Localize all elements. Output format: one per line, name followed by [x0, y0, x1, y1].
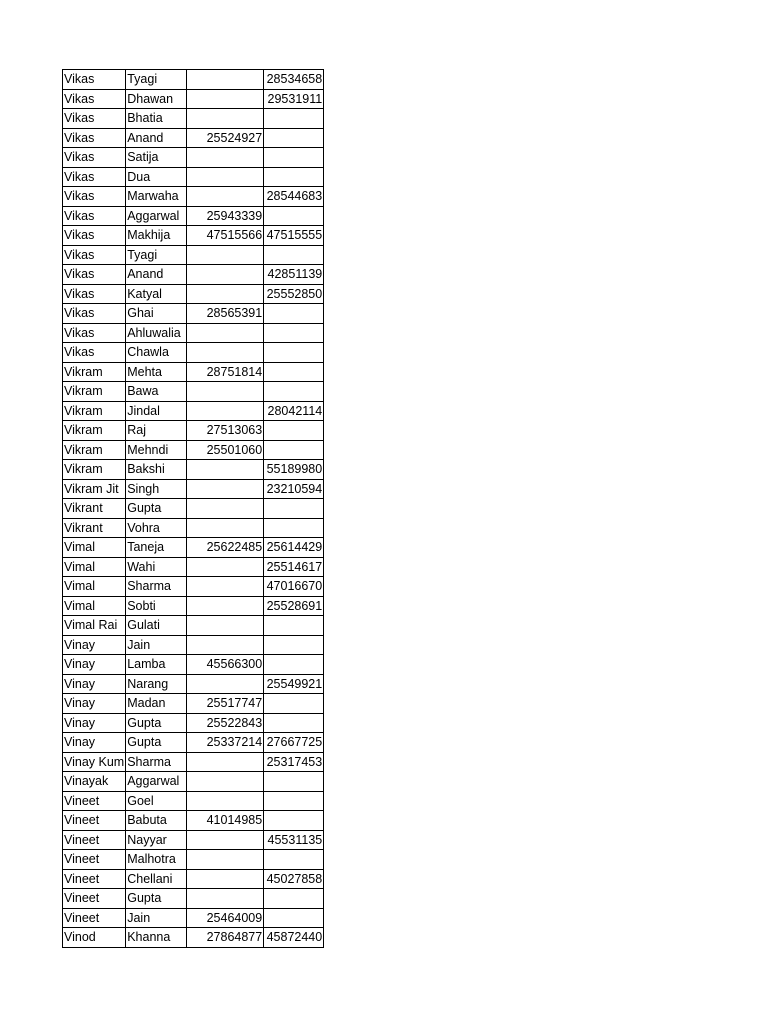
phone-1-cell — [187, 148, 264, 168]
last-name-cell: Chawla — [126, 343, 187, 363]
first-name-cell: Vikas — [63, 167, 126, 187]
last-name-cell: Katyal — [126, 284, 187, 304]
first-name-cell: Vinay — [63, 674, 126, 694]
phone-2-cell — [264, 128, 324, 148]
phone-1-cell — [187, 109, 264, 129]
table-row — [63, 187, 324, 207]
first-name-cell: Vikas — [63, 284, 126, 304]
first-name-cell: Vineet — [63, 850, 126, 870]
first-name-cell: Vinay — [63, 713, 126, 733]
phone-2-cell: 28042114 — [264, 401, 324, 421]
table-row — [63, 889, 324, 909]
last-name-cell: Taneja — [126, 538, 187, 558]
last-name-cell: Satija — [126, 148, 187, 168]
phone-2-cell — [264, 694, 324, 714]
table-row — [63, 499, 324, 519]
last-name-cell: Aggarwal — [126, 772, 187, 792]
phone-2-cell — [264, 616, 324, 636]
phone-1-cell: 25337214 — [187, 733, 264, 753]
table-row — [63, 401, 324, 421]
last-name-cell: Khanna — [126, 928, 187, 948]
table-row — [63, 772, 324, 792]
phone-1-cell: 27513063 — [187, 421, 264, 441]
table-row — [63, 791, 324, 811]
first-name-cell: Vikas — [63, 265, 126, 285]
phone-1-cell: 47515566 — [187, 226, 264, 246]
table-row — [63, 128, 324, 148]
phone-2-cell — [264, 499, 324, 519]
table-row — [63, 421, 324, 441]
phone-2-cell: 42851139 — [264, 265, 324, 285]
phone-1-cell — [187, 89, 264, 109]
first-name-cell: Vikram — [63, 382, 126, 402]
phone-2-cell — [264, 713, 324, 733]
first-name-cell: Vikas — [63, 187, 126, 207]
phone-1-cell — [187, 323, 264, 343]
last-name-cell: Aggarwal — [126, 206, 187, 226]
last-name-cell: Mehndi — [126, 440, 187, 460]
table-row — [63, 616, 324, 636]
table-row — [63, 265, 324, 285]
phone-2-cell: 55189980 — [264, 460, 324, 480]
last-name-cell: Babuta — [126, 811, 187, 831]
last-name-cell: Gulati — [126, 616, 187, 636]
first-name-cell: Vinay — [63, 694, 126, 714]
table-row — [63, 713, 324, 733]
phone-2-cell — [264, 148, 324, 168]
phone-2-cell: 45027858 — [264, 869, 324, 889]
table-row — [63, 362, 324, 382]
first-name-cell: Vikrant — [63, 499, 126, 519]
last-name-cell: Mehta — [126, 362, 187, 382]
first-name-cell: Vineet — [63, 889, 126, 909]
first-name-cell: Vikas — [63, 128, 126, 148]
table-row — [63, 596, 324, 616]
phone-1-cell — [187, 245, 264, 265]
last-name-cell: Bakshi — [126, 460, 187, 480]
last-name-cell: Sharma — [126, 752, 187, 772]
phone-1-cell — [187, 167, 264, 187]
phone-2-cell — [264, 850, 324, 870]
first-name-cell: Vinayak — [63, 772, 126, 792]
last-name-cell: Sharma — [126, 577, 187, 597]
phone-1-cell — [187, 674, 264, 694]
first-name-cell: Vikas — [63, 226, 126, 246]
first-name-cell: Vineet — [63, 791, 126, 811]
phone-1-cell: 28751814 — [187, 362, 264, 382]
last-name-cell: Tyagi — [126, 245, 187, 265]
first-name-cell: Vinay Kum — [63, 752, 126, 772]
first-name-cell: Vikas — [63, 304, 126, 324]
first-name-cell: Vineet — [63, 869, 126, 889]
table-row — [63, 460, 324, 480]
last-name-cell: Jindal — [126, 401, 187, 421]
last-name-cell: Marwaha — [126, 187, 187, 207]
last-name-cell: Chellani — [126, 869, 187, 889]
last-name-cell: Tyagi — [126, 70, 187, 90]
first-name-cell: Vikram — [63, 460, 126, 480]
first-name-cell: Vinay — [63, 733, 126, 753]
table-row — [63, 908, 324, 928]
first-name-cell: Vinay — [63, 635, 126, 655]
phone-2-cell: 23210594 — [264, 479, 324, 499]
table-row — [63, 811, 324, 831]
phone-2-cell — [264, 421, 324, 441]
first-name-cell: Vikram — [63, 440, 126, 460]
phone-1-cell — [187, 70, 264, 90]
phone-1-cell: 27864877 — [187, 928, 264, 948]
first-name-cell: Vimal — [63, 596, 126, 616]
phone-2-cell — [264, 889, 324, 909]
phone-2-cell — [264, 811, 324, 831]
last-name-cell: Dhawan — [126, 89, 187, 109]
last-name-cell: Ghai — [126, 304, 187, 324]
first-name-cell: Vikram — [63, 401, 126, 421]
phone-1-cell: 25464009 — [187, 908, 264, 928]
phone-2-cell: 27667725 — [264, 733, 324, 753]
phone-1-cell: 28565391 — [187, 304, 264, 324]
phone-1-cell: 25501060 — [187, 440, 264, 460]
last-name-cell: Bawa — [126, 382, 187, 402]
last-name-cell: Jain — [126, 908, 187, 928]
table-row — [63, 928, 324, 948]
phone-1-cell — [187, 850, 264, 870]
table-row — [63, 577, 324, 597]
last-name-cell: Anand — [126, 265, 187, 285]
last-name-cell: Gupta — [126, 713, 187, 733]
table-row — [63, 830, 324, 850]
phone-2-cell — [264, 382, 324, 402]
first-name-cell: Vinod — [63, 928, 126, 948]
table-row — [63, 733, 324, 753]
phone-2-cell: 25514617 — [264, 557, 324, 577]
phone-1-cell — [187, 752, 264, 772]
last-name-cell: Malhotra — [126, 850, 187, 870]
phone-1-cell: 45566300 — [187, 655, 264, 675]
last-name-cell: Gupta — [126, 889, 187, 909]
phone-2-cell: 25317453 — [264, 752, 324, 772]
table-row — [63, 674, 324, 694]
last-name-cell: Wahi — [126, 557, 187, 577]
first-name-cell: Vikas — [63, 245, 126, 265]
table-row — [63, 850, 324, 870]
phone-1-cell: 25522843 — [187, 713, 264, 733]
phone-1-cell: 25517747 — [187, 694, 264, 714]
phone-2-cell — [264, 908, 324, 928]
last-name-cell: Sobti — [126, 596, 187, 616]
table-row — [63, 304, 324, 324]
table-row — [63, 635, 324, 655]
phone-2-cell — [264, 791, 324, 811]
first-name-cell: Vineet — [63, 811, 126, 831]
first-name-cell: Vikas — [63, 343, 126, 363]
table-row — [63, 167, 324, 187]
last-name-cell: Nayyar — [126, 830, 187, 850]
phone-2-cell — [264, 323, 324, 343]
phone-2-cell: 25549921 — [264, 674, 324, 694]
phone-2-cell: 45872440 — [264, 928, 324, 948]
first-name-cell: Vikas — [63, 89, 126, 109]
first-name-cell: Vikas — [63, 206, 126, 226]
phone-1-cell — [187, 187, 264, 207]
first-name-cell: Vikas — [63, 70, 126, 90]
phone-2-cell: 29531911 — [264, 89, 324, 109]
table-row — [63, 694, 324, 714]
phone-2-cell — [264, 167, 324, 187]
phone-2-cell: 25528691 — [264, 596, 324, 616]
first-name-cell: Vimal — [63, 557, 126, 577]
first-name-cell: Vikram — [63, 421, 126, 441]
table-row — [63, 557, 324, 577]
phone-1-cell — [187, 557, 264, 577]
phone-2-cell — [264, 304, 324, 324]
phone-2-cell: 28534658 — [264, 70, 324, 90]
first-name-cell: Vimal Rai — [63, 616, 126, 636]
table-row — [63, 284, 324, 304]
first-name-cell: Vinay — [63, 655, 126, 675]
table-row — [63, 109, 324, 129]
table-body — [63, 70, 324, 948]
table-row — [63, 148, 324, 168]
last-name-cell: Madan — [126, 694, 187, 714]
phone-1-cell — [187, 577, 264, 597]
table-row — [63, 226, 324, 246]
phone-1-cell: 25622485 — [187, 538, 264, 558]
phone-1-cell — [187, 479, 264, 499]
phone-1-cell — [187, 616, 264, 636]
first-name-cell: Vimal — [63, 577, 126, 597]
phone-2-cell — [264, 655, 324, 675]
first-name-cell: Vikas — [63, 323, 126, 343]
phone-1-cell: 25524927 — [187, 128, 264, 148]
last-name-cell: Gupta — [126, 499, 187, 519]
phone-2-cell — [264, 635, 324, 655]
phone-1-cell — [187, 284, 264, 304]
last-name-cell: Anand — [126, 128, 187, 148]
last-name-cell: Raj — [126, 421, 187, 441]
contact-table — [62, 69, 324, 948]
phone-1-cell — [187, 772, 264, 792]
table-row — [63, 343, 324, 363]
first-name-cell: Vikas — [63, 148, 126, 168]
phone-1-cell — [187, 889, 264, 909]
table-row — [63, 869, 324, 889]
last-name-cell: Gupta — [126, 733, 187, 753]
first-name-cell: Vineet — [63, 830, 126, 850]
table-row — [63, 479, 324, 499]
last-name-cell: Bhatia — [126, 109, 187, 129]
last-name-cell: Dua — [126, 167, 187, 187]
phone-2-cell — [264, 440, 324, 460]
phone-2-cell: 28544683 — [264, 187, 324, 207]
first-name-cell: Vikram — [63, 362, 126, 382]
phone-1-cell — [187, 791, 264, 811]
phone-1-cell — [187, 596, 264, 616]
table-row — [63, 323, 324, 343]
phone-2-cell — [264, 362, 324, 382]
phone-1-cell — [187, 401, 264, 421]
phone-2-cell: 47016670 — [264, 577, 324, 597]
table-row — [63, 655, 324, 675]
last-name-cell: Goel — [126, 791, 187, 811]
table-row — [63, 89, 324, 109]
last-name-cell: Lamba — [126, 655, 187, 675]
last-name-cell: Jain — [126, 635, 187, 655]
phone-2-cell — [264, 772, 324, 792]
phone-1-cell — [187, 460, 264, 480]
phone-2-cell: 47515555 — [264, 226, 324, 246]
table-row — [63, 518, 324, 538]
table-row — [63, 440, 324, 460]
phone-1-cell: 25943339 — [187, 206, 264, 226]
table-row — [63, 752, 324, 772]
phone-2-cell — [264, 206, 324, 226]
phone-2-cell: 25552850 — [264, 284, 324, 304]
phone-2-cell: 25614429 — [264, 538, 324, 558]
first-name-cell: Vineet — [63, 908, 126, 928]
table-row — [63, 382, 324, 402]
first-name-cell: Vikram Jit — [63, 479, 126, 499]
phone-2-cell — [264, 343, 324, 363]
phone-2-cell — [264, 245, 324, 265]
phone-1-cell — [187, 499, 264, 519]
last-name-cell: Narang — [126, 674, 187, 694]
first-name-cell: Vikas — [63, 109, 126, 129]
first-name-cell: Vimal — [63, 538, 126, 558]
phone-1-cell — [187, 343, 264, 363]
phone-1-cell — [187, 518, 264, 538]
phone-2-cell — [264, 109, 324, 129]
phone-2-cell: 45531135 — [264, 830, 324, 850]
phone-1-cell — [187, 830, 264, 850]
last-name-cell: Vohra — [126, 518, 187, 538]
phone-1-cell — [187, 382, 264, 402]
table-row — [63, 538, 324, 558]
phone-1-cell — [187, 635, 264, 655]
first-name-cell: Vikrant — [63, 518, 126, 538]
phone-2-cell — [264, 518, 324, 538]
phone-1-cell — [187, 869, 264, 889]
last-name-cell: Ahluwalia — [126, 323, 187, 343]
phone-1-cell — [187, 265, 264, 285]
table-row — [63, 245, 324, 265]
last-name-cell: Makhija — [126, 226, 187, 246]
table-row — [63, 70, 324, 90]
table-row — [63, 206, 324, 226]
phone-1-cell: 41014985 — [187, 811, 264, 831]
last-name-cell: Singh — [126, 479, 187, 499]
